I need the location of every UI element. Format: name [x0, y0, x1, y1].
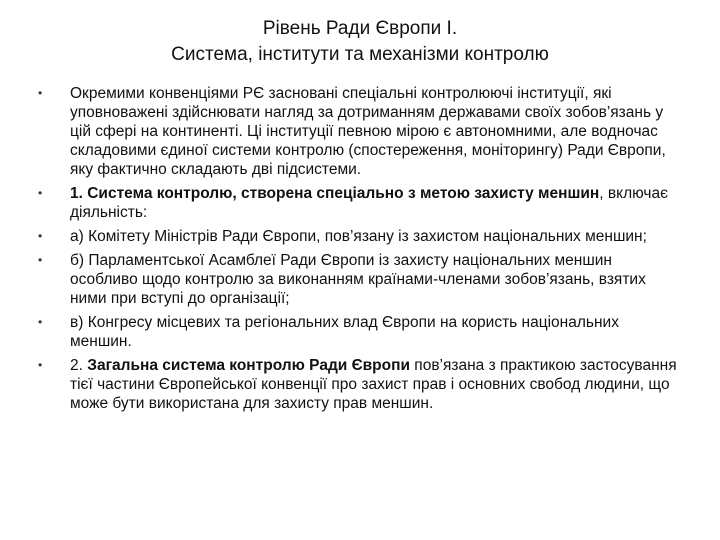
bullet-item-intro — [38, 84, 678, 179]
bullet-text: а) Комітету Міністрів Ради Європи, пов’язану із захистом національних меншин; — [70, 228, 647, 245]
bullet-text: в) Конгресу місцевих та регіональних влад Європи на користь національних меншин. — [70, 314, 619, 350]
bullet-item-a — [38, 227, 678, 246]
title-line-1: Рівень Ради Європи І. — [262, 18, 458, 39]
bullet-dot-icon: • — [38, 315, 43, 329]
bullet-item-b — [38, 251, 678, 308]
bullet-text: пов’язана з практикою застосування тієї частини Європейської конвенції про захист прав і основних свобод людини, що може бути використана для захисту прав меншин. — [70, 357, 677, 412]
bullet-text: , включає діяльність: — [70, 185, 669, 221]
bullet-dot-icon: • — [38, 253, 43, 267]
bullet-text: б) Парламентської Асамблеї Ради Європи із захисту національних меншин особливо щодо контролю за виконанням країнами-членами зобов’язань, взятих ними при вступі до організації; — [70, 252, 646, 307]
bullet-item-system-2 — [38, 356, 678, 413]
bullet-item-v — [38, 313, 678, 351]
bullet-dot-icon: • — [38, 358, 43, 372]
bullet-item-system-1 — [38, 184, 678, 222]
bullet-bold-text: 1. Система контролю, створена спеціально з метою захисту меншин — [70, 185, 600, 202]
bullet-list — [38, 84, 678, 418]
bullet-text: Окремими конвенціями РЄ засновані спеціальні контролюючі інституції, які уповноважені здійснювати нагляд за дотриманням державами своїх зобов’язань у цій сфері на континенті. Ці інституції певною мірою є автономними, але водночас складовими єдиної системи контролю (спостереження, моніторингу) Ради Європи, яку фактично складають дві підсистеми. — [70, 85, 666, 178]
bullet-dot-icon: • — [38, 86, 43, 100]
slide-title — [0, 16, 720, 68]
bullet-prefix: 2. — [70, 357, 88, 374]
title-line-2: Система, інститути та механізми контролю — [171, 44, 549, 65]
bullet-dot-icon: • — [38, 186, 43, 200]
bullet-dot-icon: • — [38, 229, 43, 243]
bullet-bold-text: Загальна система контролю Ради Європи — [87, 357, 410, 374]
